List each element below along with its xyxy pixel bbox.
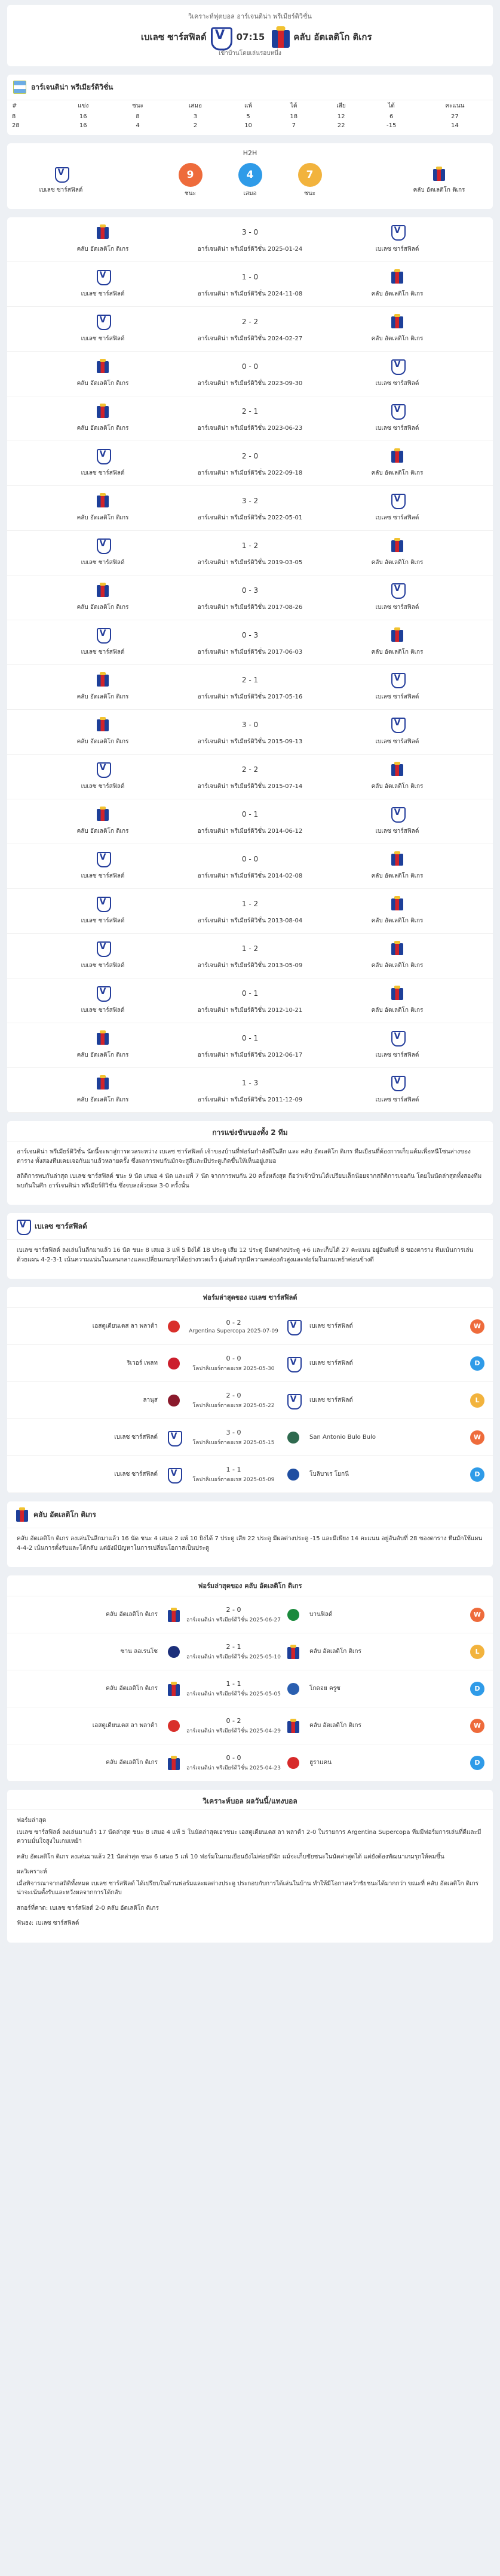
tigre-crest-icon [391, 448, 404, 463]
velez-crest-icon [209, 26, 231, 48]
form-home-team[interactable]: เอสตูเดียนเตส ลา พลาต้า [92, 1722, 158, 1729]
h2h-match-row[interactable] [7, 575, 493, 620]
tigre-crest-icon [432, 167, 446, 181]
match-away-team[interactable]: เบเลซ ซาร์สฟิลด์ [375, 694, 419, 700]
match-home-team[interactable]: คลับ อัตเลติโก ติเกร [76, 246, 129, 253]
match-away-team[interactable]: คลับ อัตเลติโก ติเกร [371, 1007, 424, 1014]
analysis-card [7, 1121, 493, 1205]
velez-crest-icon [390, 404, 404, 418]
match-score: 1 - 2 [241, 900, 259, 908]
match-score: 0 - 3 [241, 586, 259, 595]
velez-crest-icon [390, 807, 404, 821]
col-played: แข่ง [78, 103, 89, 109]
away-team-name[interactable]: คลับ อัตเลติโก ติเกร [293, 32, 372, 42]
tigre-crest-icon [271, 26, 291, 48]
velez-crest-icon [390, 672, 404, 687]
h2h-match-row[interactable] [7, 665, 493, 710]
standings-card [7, 75, 493, 135]
away-form-card [7, 1575, 493, 1781]
match-home-team[interactable]: คลับ อัตเลติโก ติเกร [76, 425, 129, 432]
match-info: อาร์เจนติน่า พรีเมียร์ดิวิชั่น 2019-03-05 [197, 559, 303, 566]
form-match-row[interactable] [7, 1308, 493, 1345]
match-score: 0 - 0 [241, 855, 259, 863]
team-crest-icon [287, 1757, 299, 1769]
h2h-match-row[interactable] [7, 307, 493, 352]
argentina-flag-icon [13, 81, 26, 94]
form-match-row[interactable] [7, 1345, 493, 1382]
form-match-row[interactable] [7, 1419, 493, 1456]
h2h-match-row[interactable] [7, 799, 493, 844]
match-info: อาร์เจนติน่า พรีเมียร์ดิวิชั่น 2012-10-21 [197, 1007, 303, 1014]
h2h-match-row[interactable] [7, 1023, 493, 1068]
match-home-team[interactable]: คลับ อัตเลติโก ติเกร [76, 1097, 129, 1103]
h2h-match-row[interactable] [7, 710, 493, 755]
match-score: 2 - 1 [241, 676, 259, 684]
tigre-crest-icon [391, 851, 404, 866]
h2h-match-row[interactable] [7, 620, 493, 665]
match-away-team[interactable]: เบเลซ ซาร์สฟิลด์ [375, 604, 419, 611]
form-home-team[interactable]: คลับ อัตเลติโก ติเกร [106, 1759, 158, 1766]
match-home-team[interactable]: เบเลซ ซาร์สฟิลด์ [81, 649, 125, 655]
match-score: 1 - 2 [241, 944, 259, 953]
form-away-team[interactable]: บานฟิลด์ [309, 1611, 333, 1618]
match-info: อาร์เจนติน่า พรีเมียร์ดิวิชั่น 2017-08-26 [197, 604, 303, 611]
match-away-team[interactable]: เบเลซ ซาร์สฟิลด์ [375, 380, 419, 387]
col-drawn: เสมอ [188, 103, 203, 109]
tigre-crest-icon [391, 762, 404, 776]
prediction-title: วิเคราะห์บอล ผลวันนี้/แทงบอล [7, 1790, 493, 1810]
form-match-row[interactable] [7, 1744, 493, 1781]
form-competition: โคปาลิเบอร์ตาดอเรส 2025-05-15 [192, 1439, 275, 1446]
result-badge: W [470, 1319, 484, 1334]
form-away-team[interactable]: คลับ อัตเลติโก ติเกร [309, 1722, 361, 1729]
velez-crest-icon [286, 1356, 300, 1371]
h2h-match-row[interactable] [7, 352, 493, 396]
velez-crest-icon [390, 224, 404, 239]
result-badge: L [470, 1645, 484, 1659]
competition-label: วิเคราะห์ฟุตบอล อาร์เจนติน่า พรีเมียร์ดิวิชั่น [188, 13, 312, 20]
match-home-team[interactable]: เบเลซ ซาร์สฟิลด์ [81, 783, 125, 790]
match-info: อาร์เจนติน่า พรีเมียร์ดิวิชั่น 2015-09-13 [197, 738, 303, 745]
form-competition: อาร์เจนติน่า พรีเมียร์ดิวิชั่น 2025-04-23 [186, 1765, 281, 1771]
match-score: 2 - 2 [241, 318, 259, 326]
team-crest-icon [287, 1469, 299, 1481]
match-home-team[interactable]: คลับ อัตเลติโก ติเกร [76, 604, 129, 611]
h2h-home-name[interactable]: เบเลซ ซาร์สฟิลด์ [39, 187, 83, 193]
h2h-match-row[interactable] [7, 486, 493, 531]
velez-crest-icon [390, 583, 404, 597]
velez-crest-icon [167, 1467, 181, 1482]
tigre-crest-icon [287, 1645, 300, 1659]
match-away-team[interactable]: คลับ อัตเลติโก ติเกร [371, 470, 424, 476]
prediction-paragraph: เมื่อพิจารณาจากสถิติทั้งหมด เบเลซ ซาร์สฟิลด์ ได้เปรียบในด้านฟอร์มและผลต่างประตู ประกอบกับการได้เล่นในบ้าน ทำให้มีโอกาสคว้าชัยชนะได้มากกว่า ขณะที่ คลับ อัตเลติโก ติเกร น่าจะเน้นตั้งรับและหวังผลจากการโต้กลับ [17, 1880, 479, 1896]
analysis-paragraph: สถิติการพบกันล่าสุด เบเลซ ซาร์สฟิลด์ ชนะ 9 นัด เสมอ 4 นัด และแพ้ 7 นัด จากการพบกัน 20 ครั้งหลังสุด ถือว่าเจ้าบ้านได้เปรียบเล็กน้อยจากสถิติการเจอกัน โดยในนัดล่าสุดทั้งสองทีมพบกันในศึก อาร์เจนติน่า พรีเมียร์ดิวิชั่น ซึ่งจบลงด้วยผล 3-0 ครั้งนั้น [17, 1173, 482, 1189]
form-competition: Argentina Supercopa 2025-07-09 [189, 1328, 278, 1334]
team-crest-icon [168, 1358, 180, 1369]
team-crest-icon [287, 1609, 299, 1621]
h2h-match-row[interactable] [7, 441, 493, 486]
match-away-team[interactable]: เบเลซ ซาร์สฟิลด์ [375, 1052, 419, 1058]
match-score: 2 - 1 [241, 407, 259, 416]
h2h-card [7, 143, 493, 209]
velez-crest-icon [286, 1393, 300, 1408]
form-away-team[interactable]: เบเลซ ซาร์สฟิลด์ [309, 1397, 353, 1404]
match-home-team[interactable]: เบเลซ ซาร์สฟิลด์ [81, 1007, 125, 1014]
away-section-name[interactable]: คลับ อัตเลติโก ติเกร [33, 1510, 96, 1519]
form-match-row[interactable] [7, 1707, 493, 1744]
col-won: ชนะ [132, 103, 143, 109]
form-competition: อาร์เจนติน่า พรีเมียร์ดิวิชั่น 2025-04-29 [186, 1728, 281, 1734]
velez-crest-icon [390, 359, 404, 373]
velez-crest-icon [390, 493, 404, 507]
home-wins-count: 9 [179, 163, 203, 187]
velez-crest-icon [390, 1075, 404, 1090]
table-row: 28 16 4 2 10 7 22 -15 14 [12, 122, 459, 129]
match-info: อาร์เจนติน่า พรีเมียร์ดิวิชั่น 2014-06-12 [197, 828, 303, 835]
form-match-row[interactable] [7, 1633, 493, 1670]
standings-title [7, 75, 493, 100]
away-wins-count: 7 [298, 163, 322, 187]
form-home-team[interactable]: เอสตูเดียนเตส ลา พลาต้า [92, 1323, 158, 1329]
form-away-team[interactable]: คลับ อัตเลติโก ติเกร [309, 1648, 361, 1655]
away-form-title: ฟอร์มล่าสุดของ คลับ อัตเลติโก ติเกร [7, 1575, 493, 1596]
form-away-team[interactable]: โบลิบาเร โยกนี [309, 1471, 349, 1478]
table-row: 8 16 8 3 5 18 12 6 27 [12, 113, 459, 120]
h2h-match-row[interactable] [7, 844, 493, 889]
match-score: 2 - 0 [241, 452, 259, 460]
result-badge: D [470, 1756, 484, 1770]
match-home-team[interactable]: เบเลซ ซาร์สฟิลด์ [81, 470, 125, 476]
prediction-card [7, 1790, 493, 1943]
h2h-match-list [7, 217, 493, 1113]
analysis-title: การแข่งขันของทั้ง 2 ทีม [7, 1121, 493, 1141]
result-badge: D [470, 1356, 484, 1371]
home-form-title: ฟอร์มล่าสุดของ เบเลซ ซาร์สฟิลด์ [7, 1287, 493, 1308]
tigre-crest-icon [391, 941, 404, 955]
kickoff-time: 07:15 [236, 32, 265, 42]
form-competition: โคปาลิเบอร์ตาดอเรส 2025-05-30 [192, 1365, 275, 1372]
match-away-team[interactable]: เบเลซ ซาร์สฟิลด์ [375, 828, 419, 835]
result-badge: D [470, 1682, 484, 1696]
form-score: 0 - 2 [226, 1716, 241, 1725]
match-score: 0 - 3 [241, 631, 259, 639]
form-home-team[interactable]: ริเวอร์ เพลท [127, 1360, 158, 1367]
form-away-team[interactable]: โกดอย ครูซ [309, 1685, 341, 1692]
match-score: 1 - 3 [241, 1079, 259, 1087]
match-away-team[interactable]: เบเลซ ซาร์สฟิลด์ [375, 515, 419, 521]
tigre-crest-icon [287, 1719, 300, 1733]
result-badge: W [470, 1719, 484, 1733]
away-team-section [7, 1501, 493, 1567]
prediction-heading: ฟอร์มล่าสุด [17, 1817, 47, 1824]
form-competition: โคปาลิเบอร์ตาดอเรส 2025-05-22 [192, 1402, 275, 1409]
h2h-match-row[interactable] [7, 1068, 493, 1113]
draws-count: 4 [238, 163, 262, 187]
form-score: 2 - 0 [226, 1605, 241, 1614]
tigre-crest-icon [167, 1756, 180, 1770]
tigre-crest-icon [391, 986, 404, 1000]
match-away-team[interactable]: เบเลซ ซาร์สฟิลด์ [375, 738, 419, 745]
h2h-match-row[interactable] [7, 262, 493, 307]
form-competition: อาร์เจนติน่า พรีเมียร์ดิวิชั่น 2025-05-10 [186, 1654, 281, 1660]
match-home-team[interactable]: เบเลซ ซาร์สฟิลด์ [81, 873, 125, 879]
match-info: อาร์เจนติน่า พรีเมียร์ดิวิชั่น 2012-06-17 [197, 1052, 303, 1058]
team-crest-icon [168, 1646, 180, 1658]
form-match-row[interactable] [7, 1596, 493, 1633]
match-home-team[interactable]: เบเลซ ซาร์สฟิลด์ [81, 291, 125, 297]
h2h-away-name[interactable]: คลับ อัตเลติโก ติเกร [413, 187, 465, 193]
home-section-text: เบเลซ ซาร์สฟิลด์ ลงเล่นในลีกมาแล้ว 16 นัด ชนะ 8 เสมอ 3 แพ้ 5 ยิงได้ 18 ประตู เสีย 12 ประตู มีผลต่างประตู +6 และเก็บได้ 27 คะแนน อยู่อันดับที่ 8 ของตาราง ทีมเน้นการเล่นด้วยแผน 4-2-3-1 เน้นความแน่นในแดนกลางและเปลี่ยนเกมรุกได้อย่างรวดเร็ว ผู้เล่นตัวรุกมีความคล่องตัวสูงและฟอร์มในเกมเหย้าค่อนข้างดี [17, 1247, 474, 1263]
team-crest-icon [287, 1432, 299, 1444]
match-home-team[interactable]: คลับ อัตเลติโก ติเกร [76, 738, 129, 745]
form-away-team[interactable]: ฮูราแคน [309, 1759, 332, 1766]
result-badge: W [470, 1608, 484, 1622]
form-away-team[interactable]: San Antonio Bulo Bulo [309, 1434, 376, 1441]
home-team-name[interactable]: เบเลซ ซาร์สฟิลด์ [140, 32, 207, 42]
h2h-match-row[interactable] [7, 396, 493, 441]
team-crest-icon [168, 1321, 180, 1332]
match-away-team[interactable]: เบเลซ ซาร์สฟิลด์ [375, 1097, 419, 1103]
velez-crest-icon [286, 1319, 300, 1334]
match-info: อาร์เจนติน่า พรีเมียร์ดิวิชั่น 2023-09-30 [197, 380, 303, 387]
col-points: คะแนน [445, 103, 465, 109]
form-match-row[interactable] [7, 1382, 493, 1419]
match-home-team[interactable]: คลับ อัตเลติโก ติเกร [76, 828, 129, 835]
h2h-match-row[interactable] [7, 217, 493, 262]
away-wins-label: ชนะ [304, 190, 315, 197]
match-score: 0 - 1 [241, 989, 259, 998]
prediction-paragraph: คลับ อัตเลติโก ติเกร ลงเล่นมาแล้ว 21 นัดล่าสุด ชนะ 6 เสมอ 5 แพ้ 10 ฟอร์มในเกมเยือนยังไม่ค่อยดีนัก แม้จะเก็บชัยชนะในนัดล่าสุดได้ แต่ยังต้องพัฒนาเกมรุกให้คมขึ้น [17, 1853, 444, 1860]
home-team-section [7, 1213, 493, 1279]
match-info: อาร์เจนติน่า พรีเมียร์ดิวิชั่น 2023-06-23 [197, 425, 303, 432]
tigre-crest-icon [167, 1608, 180, 1622]
match-home-team[interactable]: คลับ อัตเลติโก ติเกร [76, 1052, 129, 1058]
match-info: อาร์เจนติน่า พรีเมียร์ดิวิชั่น 2017-06-03 [197, 649, 303, 655]
draws-label: เสมอ [243, 190, 257, 197]
match-info: อาร์เจนติน่า พรีเมียร์ดิวิชั่น 2022-05-01 [197, 515, 303, 521]
match-score: 0 - 0 [241, 362, 259, 371]
match-score: 2 - 2 [241, 765, 259, 774]
prediction-paragraph: เบเลซ ซาร์สฟิลด์ ลงเล่นมาแล้ว 17 นัดล่าสุด ชนะ 8 เสมอ 4 แพ้ 5 ในนัดล่าสุดเอาชนะ เอสตูเดียนเตส ลา พลาต้า 2-0 ในรายการ Argentina Supercopa ทีมมีฟอร์มการเล่นที่ดีและมีความมั่นใจสูงในเกมเหย้า [17, 1829, 481, 1845]
form-match-row[interactable] [7, 1670, 493, 1707]
home-wins-label: ชนะ [185, 190, 196, 197]
h2h-match-row[interactable] [7, 531, 493, 575]
h2h-title: H2H [243, 149, 257, 157]
velez-crest-icon [390, 717, 404, 731]
match-info: อาร์เจนติน่า พรีเมียร์ดิวิชั่น 2025-01-24 [197, 246, 303, 253]
tigre-crest-icon [391, 538, 404, 552]
form-score: 2 - 0 [226, 1391, 241, 1399]
h2h-summary [7, 157, 493, 209]
form-competition: อาร์เจนติน่า พรีเมียร์ดิวิชั่น 2025-05-05 [186, 1691, 281, 1697]
match-info: อาร์เจนติน่า พรีเมียร์ดิวิชั่น 2014-02-08 [197, 873, 303, 879]
match-info: อาร์เจนติน่า พรีเมียร์ดิวิชั่น 2011-12-09 [197, 1097, 303, 1103]
match-info: อาร์เจนติน่า พรีเมียร์ดิวิชั่น 2017-05-16 [197, 694, 303, 700]
match-score: 3 - 0 [241, 228, 259, 236]
form-home-team[interactable]: คลับ อัตเลติโก ติเกร [106, 1685, 158, 1692]
velez-crest-icon [167, 1430, 181, 1445]
standings-table [7, 100, 493, 130]
match-home-team[interactable]: เบเลซ ซาร์สฟิลด์ [81, 918, 125, 924]
team-crest-icon [168, 1720, 180, 1732]
result-badge: W [470, 1430, 484, 1445]
form-score: 0 - 2 [226, 1318, 241, 1327]
match-away-team[interactable]: เบเลซ ซาร์สฟิลด์ [375, 246, 419, 253]
match-away-team[interactable]: คลับ อัตเลติโก ติเกร [371, 918, 424, 924]
team-crest-icon [168, 1395, 180, 1407]
match-score: 1 - 0 [241, 273, 259, 281]
col-lost: แพ้ [244, 103, 253, 109]
match-home-team[interactable]: คลับ อัตเลติโก ติเกร [76, 694, 129, 700]
match-home-team[interactable]: คลับ อัตเลติโก ติเกร [76, 515, 129, 521]
col-pos: # [12, 103, 17, 109]
velez-crest-icon [390, 1030, 404, 1045]
match-away-team[interactable]: คลับ อัตเลติโก ติเกร [371, 873, 424, 879]
form-home-team[interactable]: ซาน ลอเรนโซ [120, 1648, 158, 1655]
h2h-match-row[interactable] [7, 934, 493, 978]
match-score: 3 - 2 [241, 497, 259, 505]
match-info: อาร์เจนติน่า พรีเมียร์ดิวิชั่น 2022-09-18 [197, 470, 303, 476]
form-score: 0 - 0 [226, 1354, 241, 1362]
col-gf: ได้ [290, 103, 297, 109]
form-match-row[interactable] [7, 1456, 493, 1493]
analysis-paragraph: อาร์เจนติน่า พรีเมียร์ดิวิชั่น นัดนี้จะพาสู่การดวลระหว่าง เบเลซ ซาร์สฟิลด์ เจ้าของบ้านที่ฟอร์มกำลังดีในลีก และ คลับ อัตเลติโก ติเกร ทีมเยือนที่ต้องการเก็บแต้มเพื่อหนีโซนล่างของตาราง ทั้งสองทีมเคยเจอกันมาแล้วหลายครั้ง ซึ่งผลการพบกันมักจะสูสีและมีประตูเกิดขึ้นให้เห็นอยู่เสมอ [17, 1149, 471, 1165]
result-badge: L [470, 1393, 484, 1408]
form-score: 1 - 1 [226, 1465, 241, 1473]
form-score: 3 - 0 [226, 1428, 241, 1436]
tigre-crest-icon [16, 1507, 29, 1522]
col-team [31, 100, 56, 112]
match-score: 1 - 2 [241, 541, 259, 550]
match-away-team[interactable]: คลับ อัตเลติโก ติเกร [371, 291, 424, 297]
match-away-team[interactable]: คลับ อัตเลติโก ติเกร [371, 783, 424, 790]
tigre-crest-icon [391, 314, 404, 328]
col-ga: เสีย [336, 103, 346, 109]
team-crest-icon [287, 1683, 299, 1695]
home-form-list [7, 1308, 493, 1493]
prediction-heading: ผลวิเคราะห์ [17, 1869, 47, 1875]
form-score: 1 - 1 [226, 1679, 241, 1688]
velez-crest-icon [16, 1219, 30, 1233]
velez-crest-icon [54, 167, 68, 181]
tigre-crest-icon [391, 269, 404, 284]
match-note: เข้าบ้านโดยเล่นรอบหนึ่ง [219, 50, 281, 57]
form-home-team[interactable]: เบเลซ ซาร์สฟิลด์ [114, 1434, 158, 1441]
h2h-match-row[interactable] [7, 755, 493, 799]
match-away-team[interactable]: คลับ อัตเลติโก ติเกร [371, 962, 424, 969]
form-away-team[interactable]: เบเลซ ซาร์สฟิลด์ [309, 1360, 353, 1367]
form-score: 2 - 1 [226, 1642, 241, 1651]
col-gd: ได้ [388, 103, 395, 109]
match-info: อาร์เจนติน่า พรีเมียร์ดิวิชั่น 2013-08-04 [197, 918, 303, 924]
match-info: อาร์เจนติน่า พรีเมียร์ดิวิชั่น 2013-05-09 [197, 962, 303, 969]
match-away-team[interactable]: เบเลซ ซาร์สฟิลด์ [375, 425, 419, 432]
form-score: 0 - 0 [226, 1753, 241, 1762]
h2h-match-row[interactable] [7, 889, 493, 934]
h2h-match-row[interactable] [7, 978, 493, 1023]
match-home-team[interactable]: เบเลซ ซาร์สฟิลด์ [81, 336, 125, 342]
match-info: อาร์เจนติน่า พรีเมียร์ดิวิชั่น 2024-02-27 [197, 336, 303, 342]
match-away-team[interactable]: คลับ อัตเลติโก ติเกร [371, 649, 424, 655]
match-info: อาร์เจนติน่า พรีเมียร์ดิวิชั่น 2024-11-08 [197, 291, 303, 297]
league-name[interactable]: อาร์เจนติน่า พรีเมียร์ดิวิชั่น [31, 82, 114, 91]
home-form-card [7, 1287, 493, 1493]
tigre-crest-icon [391, 627, 404, 642]
tigre-crest-icon [391, 896, 404, 910]
form-competition: อาร์เจนติน่า พรีเมียร์ดิวิชั่น 2025-06-27 [186, 1617, 281, 1623]
match-home-team[interactable]: เบเลซ ซาร์สฟิลด์ [81, 962, 125, 969]
tigre-crest-icon [167, 1682, 180, 1696]
form-home-team[interactable]: เบเลซ ซาร์สฟิลด์ [114, 1471, 158, 1478]
away-section-text: คลับ อัตเลติโก ติเกร ลงเล่นในลีกมาแล้ว 16 นัด ชนะ 4 เสมอ 2 แพ้ 10 ยิงได้ 7 ประตู เสีย 22 ประตู มีผลต่างประตู -15 และมีเพียง 14 คะแนน อยู่อันดับที่ 28 ของตาราง ทีมมักใช้แผน 4-4-2 เน้นการตั้งรับและโต้กลับ แต่ยังมีปัญหาในการเปลี่ยนโอกาสเป็นประตู [17, 1535, 483, 1552]
match-away-team[interactable]: คลับ อัตเลติโก ติเกร [371, 559, 424, 566]
match-header [7, 5, 493, 66]
match-home-team[interactable]: คลับ อัตเลติโก ติเกร [76, 380, 129, 387]
result-badge: D [470, 1467, 484, 1482]
form-home-team[interactable]: ลานุส [143, 1397, 158, 1404]
form-competition: โคปาลิเบอร์ตาดอเรส 2025-05-09 [192, 1476, 275, 1483]
predicted-score: สกอร์ที่คาด: เบเลซ ซาร์สฟิลด์ 2-0 คลับ อัตเลติโก ติเกร [17, 1904, 159, 1912]
prediction-pick: ฟันธง: เบเลซ ซาร์สฟิลด์ [17, 1920, 79, 1926]
match-score: 0 - 1 [241, 1034, 259, 1042]
home-section-name[interactable]: เบเลซ ซาร์สฟิลด์ [35, 1221, 87, 1230]
match-info: อาร์เจนติน่า พรีเมียร์ดิวิชั่น 2015-07-14 [197, 783, 303, 790]
match-score: 3 - 0 [241, 721, 259, 729]
form-home-team[interactable]: คลับ อัตเลติโก ติเกร [106, 1611, 158, 1618]
match-home-team[interactable]: เบเลซ ซาร์สฟิลด์ [81, 559, 125, 566]
away-form-list [7, 1596, 493, 1781]
match-away-team[interactable]: คลับ อัตเลติโก ติเกร [371, 336, 424, 342]
match-score: 0 - 1 [241, 810, 259, 818]
form-away-team[interactable]: เบเลซ ซาร์สฟิลด์ [309, 1323, 353, 1329]
